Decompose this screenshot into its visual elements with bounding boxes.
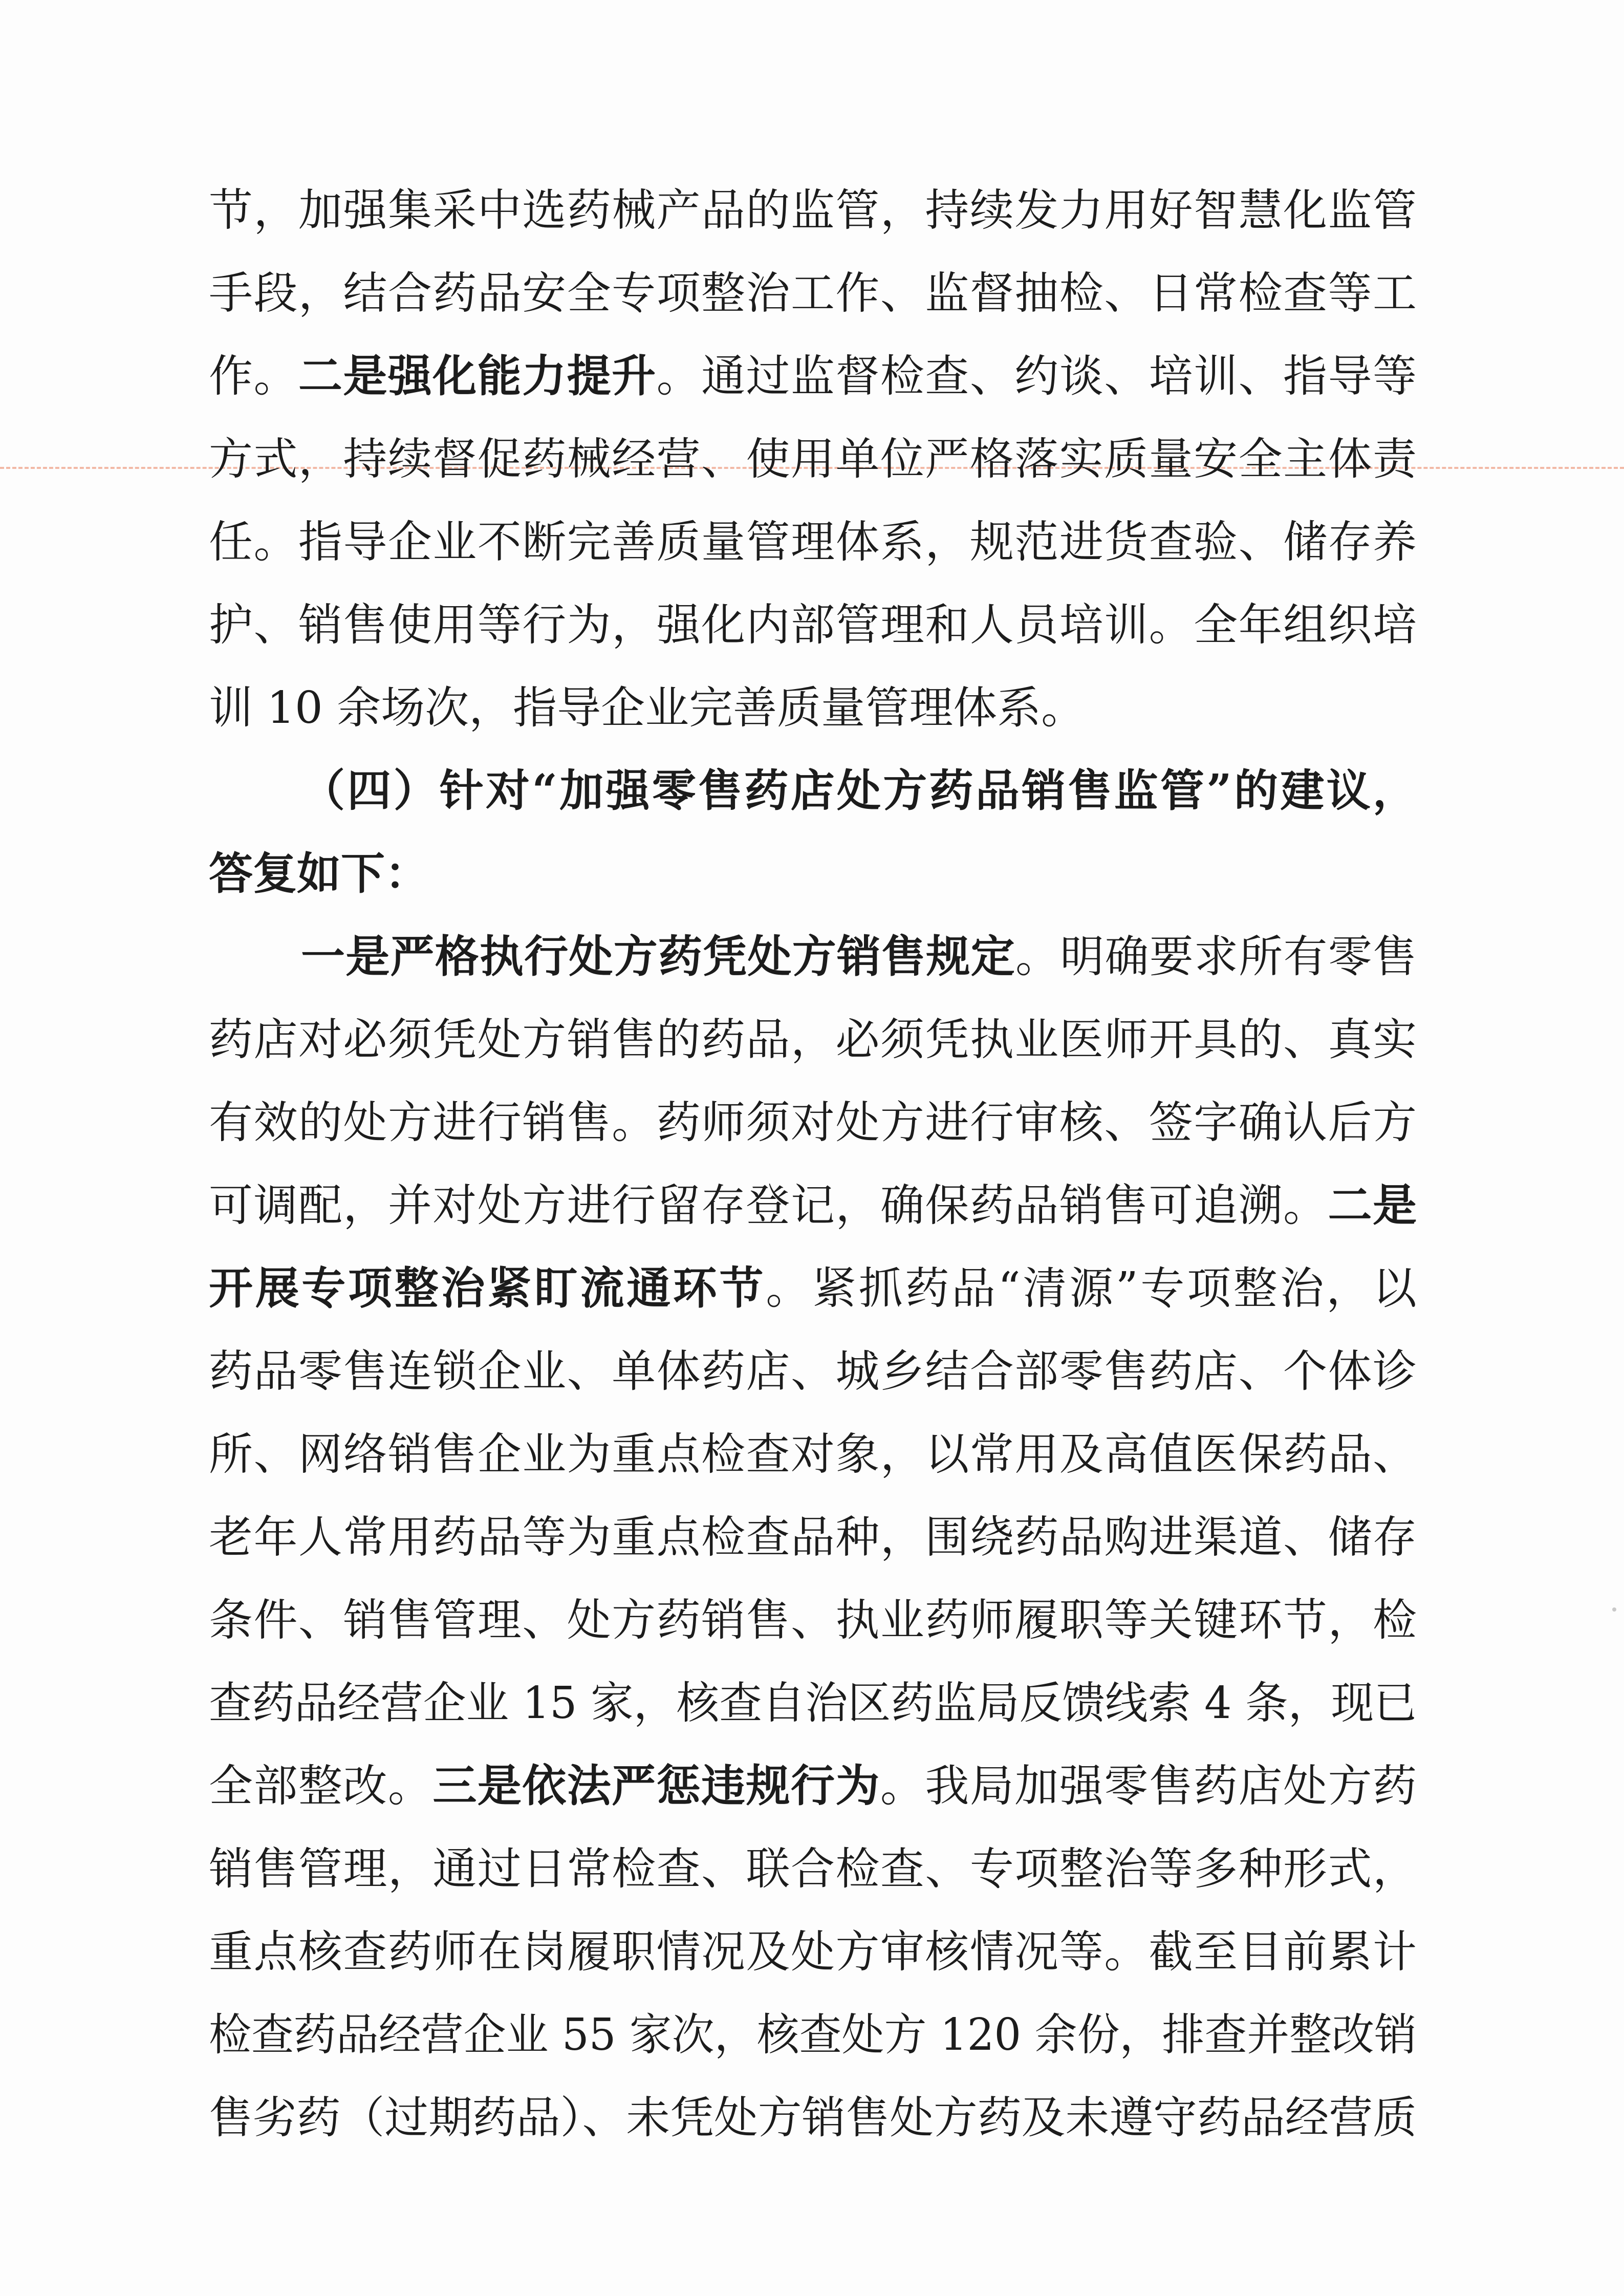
text-segment: 任。指导企业不断完善质量管理体系，规范进货查验、储存养 xyxy=(209,517,1418,568)
text-line xyxy=(209,418,1417,501)
text-line xyxy=(209,1993,1417,2076)
scan-speck xyxy=(1612,1607,1616,1612)
text-segment: 。明确要求所有零售 xyxy=(1015,931,1418,982)
text-segment: 节，加强集采中选药械产品的监管，持续发力用好智慧化监管 xyxy=(209,185,1418,236)
text-segment: 。通过监督检查、约谈、培训、指导等 xyxy=(656,351,1418,402)
text-line xyxy=(209,1164,1417,1247)
bold-phrase: 二是强化能力提升 xyxy=(298,350,657,402)
text-line xyxy=(209,1911,1417,1993)
text-segment: 训 10 余场次，指导企业完善质量管理体系。 xyxy=(209,682,1086,734)
text-line xyxy=(209,584,1417,667)
text-segment: 销售管理，通过日常检查、联合检查、专项整治等多种形式， xyxy=(209,1843,1418,1895)
bold-phrase: 答复如下： xyxy=(209,848,429,899)
text-line xyxy=(209,667,1417,749)
bold-phrase: 三是依法严惩违规行为 xyxy=(432,1760,880,1812)
text-segment: 所、网络销售企业为重点检查对象，以常用及高值医保药品、 xyxy=(209,1429,1418,1480)
text-segment: 全部整改。 xyxy=(209,1761,433,1812)
bold-phrase: 二是 xyxy=(1328,1179,1418,1231)
text-segment: 条件、销售管理、处方药销售、执业药师履职等关键环节，检 xyxy=(209,1595,1418,1646)
text-line xyxy=(209,998,1417,1081)
text-line xyxy=(209,169,1417,252)
text-segment: 。我局加强零售药店处方药 xyxy=(880,1761,1418,1812)
paragraph-first-line xyxy=(209,749,1417,832)
text-line xyxy=(209,832,1417,915)
text-segment: 方式，持续督促药械经营、使用单位严格落实质量安全主体责 xyxy=(209,434,1418,485)
text-segment: 检查药品经营企业 55 家次，核查处方 120 余份，排查并整改销 xyxy=(209,2009,1417,2061)
text-line xyxy=(209,1828,1417,1911)
text-segment: 手段，结合药品安全专项整治工作、监督抽检、日常检查等工 xyxy=(209,268,1418,319)
text-segment: 。紧抓药品“清源”专项整治，以 xyxy=(766,1263,1419,1314)
text-segment: 可调配，并对处方进行留存登记，确保药品销售可追溯。 xyxy=(209,1180,1328,1231)
text-line xyxy=(209,1330,1417,1413)
text-line xyxy=(209,501,1417,584)
text-segment: 重点核查药师在岗履职情况及处方审核情况等。截至目前累计 xyxy=(209,1926,1418,1978)
text-line xyxy=(209,1247,1417,1330)
text-line xyxy=(209,252,1417,335)
text-segment: 作。 xyxy=(209,351,298,402)
text-line xyxy=(209,1413,1417,1496)
text-segment: 售劣药（过期药品）、未凭处方销售处方药及未遵守药品经营质 xyxy=(209,2092,1417,2143)
text-line xyxy=(209,2076,1417,2159)
text-segment: 有效的处方进行销售。药师须对处方进行审核、签字确认后方 xyxy=(209,1097,1418,1148)
paragraph-first-line xyxy=(209,915,1417,998)
text-segment: 药店对必须凭处方销售的药品，必须凭执业医师开具的、真实 xyxy=(209,1014,1418,1065)
bold-phrase: （四）针对“加强零售药店处方药品销售监管”的建议， xyxy=(301,765,1419,817)
text-line xyxy=(209,1745,1417,1828)
text-segment: 药品零售连锁企业、单体药店、城乡结合部零售药店、个体诊 xyxy=(209,1346,1418,1397)
text-segment: 查药品经营企业 15 家，核查自治区药监局反馈线索 4 条，现已 xyxy=(209,1678,1417,1729)
body-text xyxy=(209,169,1417,2159)
text-line xyxy=(209,335,1417,418)
bold-phrase: 一是严格执行处方药凭处方销售规定 xyxy=(301,931,1015,982)
text-line xyxy=(209,1081,1417,1164)
text-line xyxy=(209,1579,1417,1662)
text-line xyxy=(209,1496,1417,1579)
text-line xyxy=(209,1662,1417,1745)
text-segment: 护、销售使用等行为，强化内部管理和人员培训。全年组织培 xyxy=(209,599,1418,651)
text-segment: 老年人常用药品等为重点检查品种，围绕药品购进渠道、储存 xyxy=(209,1512,1418,1563)
bold-phrase: 开展专项整治紧盯流通环节 xyxy=(209,1262,766,1314)
